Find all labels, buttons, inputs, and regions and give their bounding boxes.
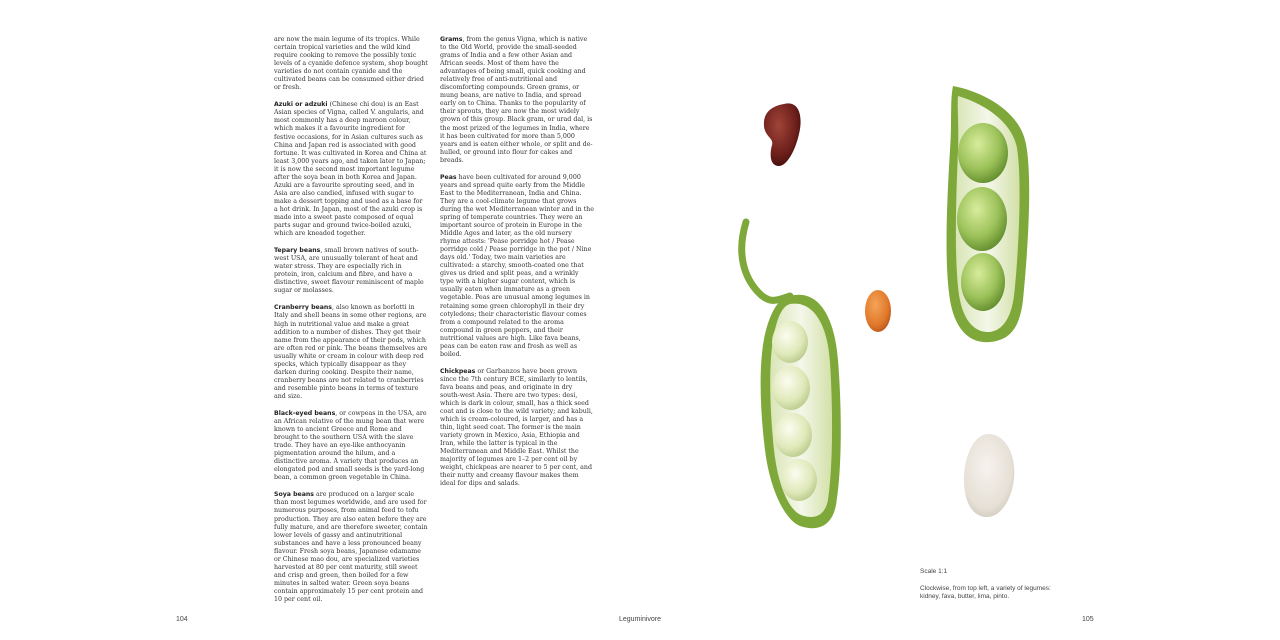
paragraph-soya: Soya beans are produced on a larger scale than most legumes worldwide, and are used for numerous purposes, from animal feed to tofu production. They are also eaten before they are fully mature, and are therefore sweeter, contain lower levels of gassy and antinutritional substances and have a less pronounced beany flavour. Fresh soya beans, Japanese edamame or Chinese mao dou, are specialized varieties harvested at 80 per cent maturity, still sweet and crisp and green, then boiled for a few minutes in salted water. Green soya beans contain approximately 15 per cent protein and 10 per cent oil. xyxy=(274,491,428,603)
paragraph-tropics: are now the main legume of its tropics. While certain tropical varieties and the wild kind require cooking to remove the possibly toxic levels of a cyanide defence system, shop bought varieties do not contain cyanide and the cultivated beans can be consumed either dried or fresh. xyxy=(274,36,428,92)
pinto-bean-icon xyxy=(865,290,891,332)
paragraph-grams: Grams, from the genus Vigna, which is native to the Old World, provide the small-seeded grams of India and a few other Asian and African seeds. Most of them have the advantages of being small, quick cooking and relatively free of anti-nutritional and discomforting compounds. Green grams, or mung beans, are native to India, and spread early on to China. Thanks to the popularity of their sprouts, they are now the most widely grown of this group. Black gram, or urad dal, is the most prized of the legumes in India, where it has been cultivated for more than 5,000 years and is eaten either whole, or split and de-hulled, or ground into flour for cakes and breads. xyxy=(440,36,593,164)
kidney-bean-icon xyxy=(764,103,801,166)
running-title: Leguminivore xyxy=(618,616,662,623)
paragraph-black-eyed: Black-eyed beans, or cowpeas in the USA, are an African relative of the mung bean that were known to ancient Greece and Rome and brought to the southern USA with the slave trade. They have an eye-like anthocyanin pigmentation around the hilum, and a distinctive aroma. A variety that produces an elongated pod and small seeds is the yard-long bean, a common green vegetable in China. xyxy=(274,409,427,482)
page-number-left: 104 xyxy=(176,616,188,623)
paragraph-cranberry: Cranberry beans, also known as borlotti in Italy and shell beans in some other regions, are high in nutritional value and make a great addition to a number of dishes. They get their name from the appearance of their pods, which are often red or pink. The beans themselves are usually white or cream in colour with deep red specks, which typically disappear as they darken during cooking. Despite their name, cranberry beans are not related to cranberries and resemble pinto beans in terms of texture and size. xyxy=(274,304,428,400)
page-number-right: 105 xyxy=(1082,616,1094,623)
fava-pod-icon xyxy=(947,86,1030,342)
paragraph-peas: Peas have been cultivated for around 9,000 years and spread quite early from the Middle East to the Mediterranean, India and China. They are a cool-climate legume that grows during the wet Mediterranean winter and in the spring of temperate countries. They were an important source of protein in Europe in the Middle Ages and later, as the old nursery rhyme attests: 'Pease porridge hot / Pease porridge cold / Pease porridge in the pot / Nine days old.' Today, two main varieties are cultivated: a starchy, smooth-coated one that gives us dried and split peas, and a wrinkly type with a higher sugar content, which is usually eaten when immature as a green vegetable. Peas are unusual among legumes in retaining some green chlorophyll in their dry cotyledons; their characteristic flavour comes from a compound related to the aroma compound in green peppers, and their nutritional values are high. Like fava beans, peas can be eaten raw and fresh as well as boiled. xyxy=(440,173,594,358)
paragraph-azuki: Azuki or adzuki (Chinese chi dou) is an East Asian species of Vigna, called V. angularis, and most commonly has a deep maroon colour, which makes it a favourite ingredient for festive occasions, for in Asian cultures such as China and Japan red is associated with good fortune. It was cultivated in Korea and China at least 3,000 years ago, and taken later to Japan; it is now the second most important legume after the soya bean in both Korea and Japan. Azuki are a favourite sprouting seed, and in Asia are also candied, infused with sugar to make a dessert topping and used as a base for a hot drink. In Japan, most of the azuki crop is made into a sweet paste composed of equal parts sugar and ground twice-boiled azuki, which are kneaded together. xyxy=(274,101,427,238)
paragraph-tepary: Tepary beans, small brown natives of south-west USA, are unusually tolerant of heat and water stress. They are especially rich in protein, iron, calcium and fibre, and have a distinctive, sweet flavour reminiscent of maple sugar or molasses. xyxy=(274,247,424,295)
figure-caption: Clockwise, from top left, a variety of legumes: kidney, fava, butter, lima, pinto. xyxy=(920,585,1051,600)
butter-bean-icon xyxy=(964,434,1014,517)
paragraph-chickpeas: Chickpeas or Garbanzos have been grown since the 7th century BCE, similarly to lentils, fava beans and peas, and originate in dry south-west Asia. There are two types: desi, which is dark in colour, small, has a thick seed coat and is close to the wild variety; and kabuli, which is cream-coloured, is larger, and has a thin, light seed coat. The former is the main variety grown in Mexico, Asia, Ethiopia and Iran, while the latter is typical in the Mediterranean and Middle East. Whilst the majority of legumes are 1–2 per cent oil by weight, chickpeas are nearer to 5 per cent, and their nutty and creamy flavour makes them ideal for dips and salads. xyxy=(440,367,593,488)
lima-pod-icon xyxy=(742,222,841,528)
scale-label: Scale 1:1 xyxy=(920,568,948,575)
